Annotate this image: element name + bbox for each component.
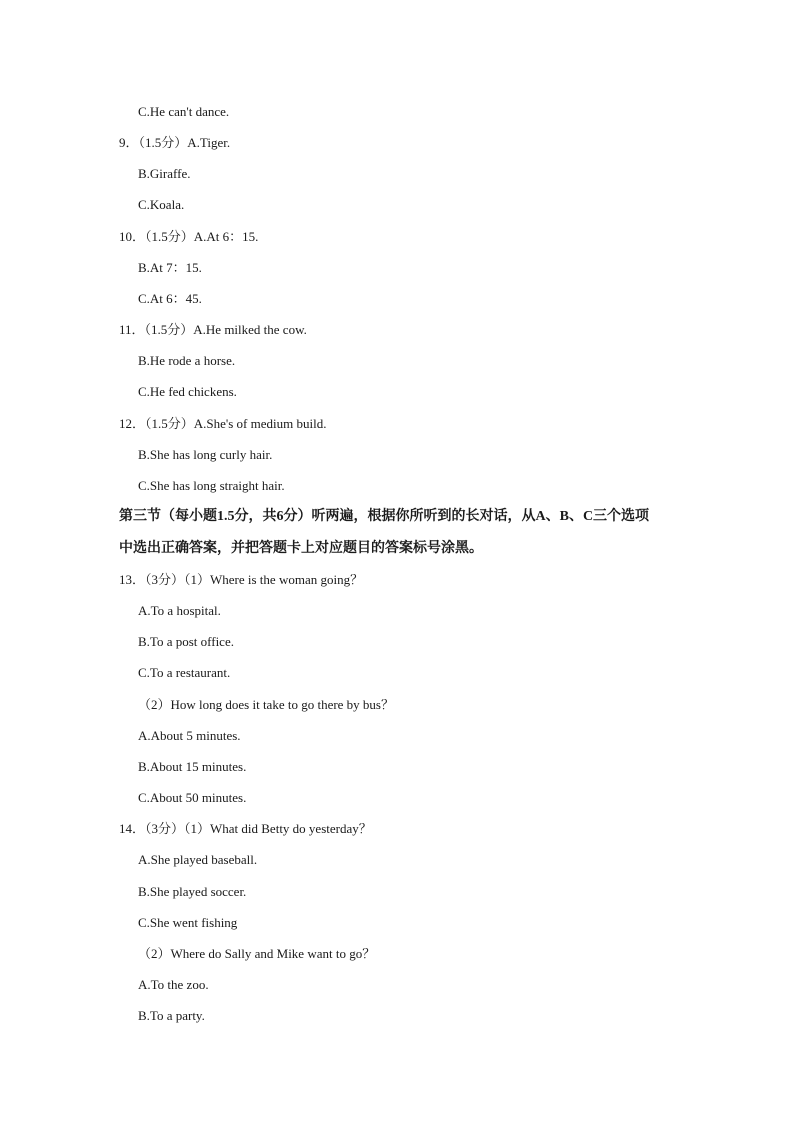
option-13-1c: C.To a restaurant. (138, 665, 231, 680)
option-14-1b: B.She played soccer. (138, 884, 247, 899)
question-10: 10．（1.5分）A.At 6：15. (119, 229, 259, 244)
option-10b: B.At 7：15. (138, 260, 202, 275)
option-9c: C.Koala. (138, 197, 185, 212)
option-14-2b: B.To a party. (138, 1008, 205, 1023)
option-13-2c: C.About 50 minutes. (138, 790, 247, 805)
option-13-1b: B.To a post office. (138, 634, 234, 649)
question-14: 14．（3分）（1）What did Betty do yesterday？ (119, 821, 372, 836)
option-11b: B.He rode a horse. (138, 353, 236, 368)
question-13-2: （2）How long does it take to go there by bus？ (138, 697, 394, 712)
question-14-2: （2）Where do Sally and Mike want to go？ (138, 946, 376, 961)
question-12: 12．（1.5分）A.She's of medium build. (119, 416, 327, 431)
section-3-heading-cont: 中选出正确答案，并把答题卡上对应题目的答案标号涂黑。 (119, 541, 483, 556)
question-9: 9．（1.5分）A.Tiger. (119, 135, 231, 150)
option-12b: B.She has long curly hair. (138, 447, 273, 462)
option-11c: C.He fed chickens. (138, 384, 237, 399)
option-13-2a: A.About 5 minutes. (138, 728, 241, 743)
option-13-2b: B.About 15 minutes. (138, 759, 247, 774)
section-3-heading: 第三节（每小题1.5分，共6分）听两遍，根据你所听到的长对话，从A、B、C三个选项 (119, 509, 650, 524)
option-14-1c: C.She went fishing (138, 915, 238, 930)
option-14-1a: A.She played baseball. (138, 852, 258, 867)
question-11: 11．（1.5分）A.He milked the cow. (119, 322, 307, 337)
option-14-2a: A.To the zoo. (138, 977, 209, 992)
option-10c: C.At 6：45. (138, 291, 202, 306)
option-13-1a: A.To a hospital. (138, 603, 221, 618)
option-8c: C.He can't dance. (138, 104, 230, 119)
option-9b: B.Giraffe. (138, 166, 191, 181)
question-13: 13．（3分）（1）Where is the woman going？ (119, 572, 364, 587)
option-12c: C.She has long straight hair. (138, 478, 285, 493)
